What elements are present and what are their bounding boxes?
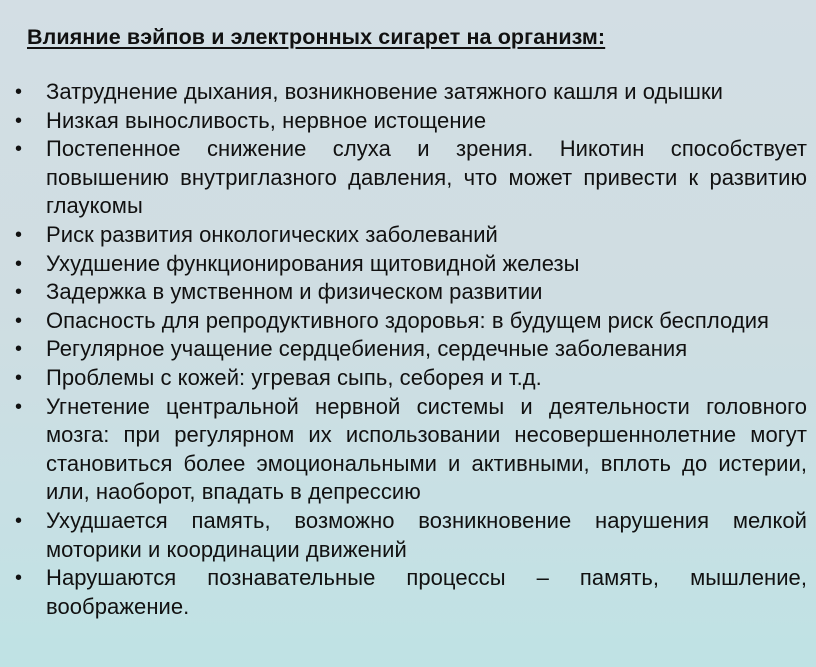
effects-list bbox=[15, 78, 807, 621]
list-item-text: Проблемы с кожей: угревая сыпь, себорея и т.д. bbox=[46, 364, 542, 390]
list-item-text: Угнетение центральной нервной системы и деятельности головного мозга: при регулярном их использовании несовершеннолетние могут становиться более эмоциональными и активными, вплоть до истерии, или, наоборот, впадать в депрессию bbox=[46, 393, 807, 505]
list-item-text: Постепенное снижение слуха и зрения. Никотин способствует повышению внутриглазного давления, что может привести к развитию глаукомы bbox=[46, 136, 807, 219]
list-item bbox=[15, 107, 807, 136]
bullet-icon: • bbox=[15, 509, 23, 532]
list-item-text: Низкая выносливость, нервное истощение bbox=[46, 107, 487, 133]
list-item-text: Задержка в умственном и физическом развитии bbox=[46, 279, 543, 305]
list-item-text: Опасность для репродуктивного здоровья: в будущем риск бесплодия bbox=[46, 307, 770, 333]
list-item-text: Регулярное учащение сердцебиения, сердечные заболевания bbox=[46, 336, 688, 362]
list-item bbox=[15, 221, 807, 250]
list-item bbox=[15, 507, 807, 564]
list-item bbox=[15, 364, 807, 393]
list-item bbox=[15, 564, 807, 621]
bullet-icon: • bbox=[15, 138, 23, 161]
bullet-icon: • bbox=[15, 109, 23, 132]
bullet-icon: • bbox=[15, 309, 23, 332]
list-item-text: Риск развития онкологических заболеваний bbox=[46, 221, 498, 247]
bullet-icon: • bbox=[15, 567, 23, 590]
list-item bbox=[15, 278, 807, 307]
list-item-text: Затруднение дыхания, возникновение затяжного кашля и одышки bbox=[46, 79, 724, 104]
list-item bbox=[15, 250, 807, 279]
bullet-icon: • bbox=[15, 281, 23, 304]
bullet-icon: • bbox=[15, 252, 23, 275]
bullet-icon: • bbox=[15, 395, 23, 418]
slide-title: Влияние вэйпов и электронных сигарет на организм: bbox=[27, 25, 606, 49]
list-item-text: Нарушаются познавательные процессы – память, мышление, воображение. bbox=[46, 565, 807, 619]
list-item bbox=[15, 393, 807, 507]
bullet-icon: • bbox=[15, 338, 23, 361]
list-item-text: Ухудшается память, возможно возникновение нарушения мелкой моторики и координации движений bbox=[46, 507, 807, 562]
list-item bbox=[15, 307, 807, 336]
bullet-icon: • bbox=[15, 223, 23, 246]
bullet-icon: • bbox=[15, 81, 23, 103]
list-item bbox=[15, 78, 807, 107]
list-item-text: Ухудшение функционирования щитовидной железы bbox=[46, 250, 580, 276]
list-item bbox=[15, 135, 807, 221]
bullet-icon: • bbox=[15, 366, 23, 389]
list-item bbox=[15, 335, 807, 364]
